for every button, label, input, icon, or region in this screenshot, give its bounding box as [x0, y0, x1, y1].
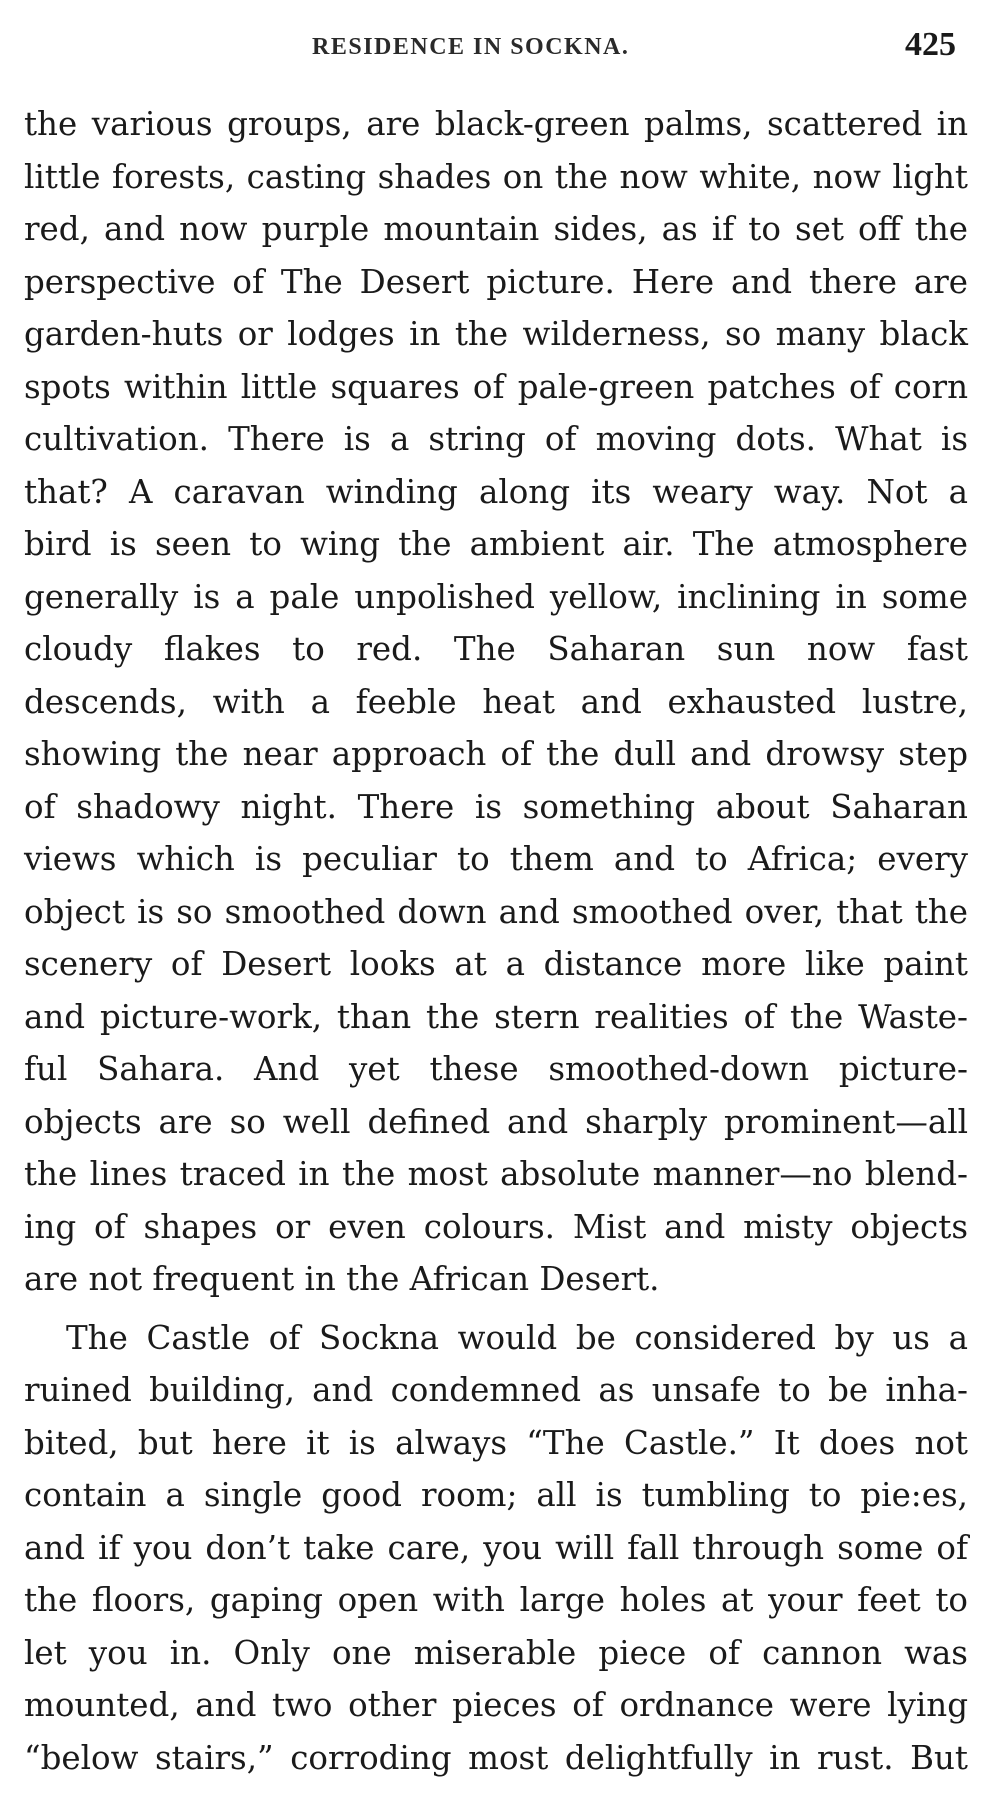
text-line: views which is peculiar to them and to Africa; every — [24, 840, 968, 878]
text-line: garden-huts or lodges in the wilderness, so many black — [24, 315, 968, 353]
text-line: little forests, casting shades on the now white, now light — [24, 157, 968, 196]
text-line: the various groups, are black-green palms, scattered in — [24, 105, 968, 143]
body-text — [24, 98, 968, 1784]
text-line: objects are so well defined and sharply prominent—all — [24, 1102, 968, 1141]
text-line: ful Sahara. And yet these smoothed-down picture- — [24, 1050, 968, 1088]
text-line: cultivation. There is a string of moving dots. What is — [24, 420, 968, 458]
text-line: descends, with a feeble heat and exhausted lustre, — [24, 682, 968, 721]
text-line: bited, but here it is always “The Castle.” It does not — [24, 1423, 968, 1462]
text-line: ing of shapes or even colours. Mist and misty objects — [24, 1207, 968, 1246]
paragraph — [24, 1312, 968, 1785]
text-line: showing the near approach of the dull and drowsy step — [24, 735, 968, 773]
text-line: the lines traced in the most absolute manner—no blend- — [24, 1155, 968, 1193]
text-line: perspective of The Desert picture. Here and there are — [24, 262, 968, 301]
running-head — [0, 22, 1000, 66]
text-line: bird is seen to wing the ambient air. The atmosphere — [24, 525, 968, 563]
text-line: mounted, and two other pieces of ordnance were lying — [24, 1686, 968, 1724]
text-line: that? A caravan winding along its weary way. Not a — [24, 472, 968, 511]
text-line: spots within little squares of pale-green patches of corn — [24, 367, 968, 406]
text-line: scenery of Desert looks at a distance more like paint — [24, 945, 968, 983]
page-number: 425 — [905, 26, 956, 63]
text-line: of shadowy night. There is something about Saharan — [24, 787, 968, 826]
text-line: red, and now purple mountain sides, as if to set off the — [24, 210, 968, 248]
text-line: generally is a pale unpolished yellow, inclining in some — [24, 577, 968, 616]
text-line: cloudy flakes to red. The Saharan sun now fast — [24, 630, 968, 668]
text-line: and picture-work, than the stern realities of the Waste- — [24, 997, 968, 1036]
text-line: the floors, gaping open with large holes at your feet to — [24, 1581, 968, 1619]
paragraph — [24, 98, 968, 1306]
text-line: The Castle of Sockna would be considered by us a — [66, 1318, 968, 1357]
text-line: ruined building, and condemned as unsafe to be inha- — [24, 1371, 968, 1409]
text-line: contain a single good room; all is tumbling to pie:es, — [24, 1476, 968, 1514]
running-title: RESIDENCE IN SOCKNA. — [312, 34, 630, 60]
text-line: let you in. Only one miserable piece of cannon was — [24, 1633, 968, 1672]
text-line: are not frequent in the African Desert. — [24, 1260, 660, 1298]
text-line: object is so smoothed down and smoothed over, that the — [24, 892, 968, 931]
text-line: and if you don’t take care, you will fall through some of — [24, 1528, 968, 1567]
text-line: “below stairs,” corroding most delightfully in rust. But — [24, 1738, 968, 1777]
